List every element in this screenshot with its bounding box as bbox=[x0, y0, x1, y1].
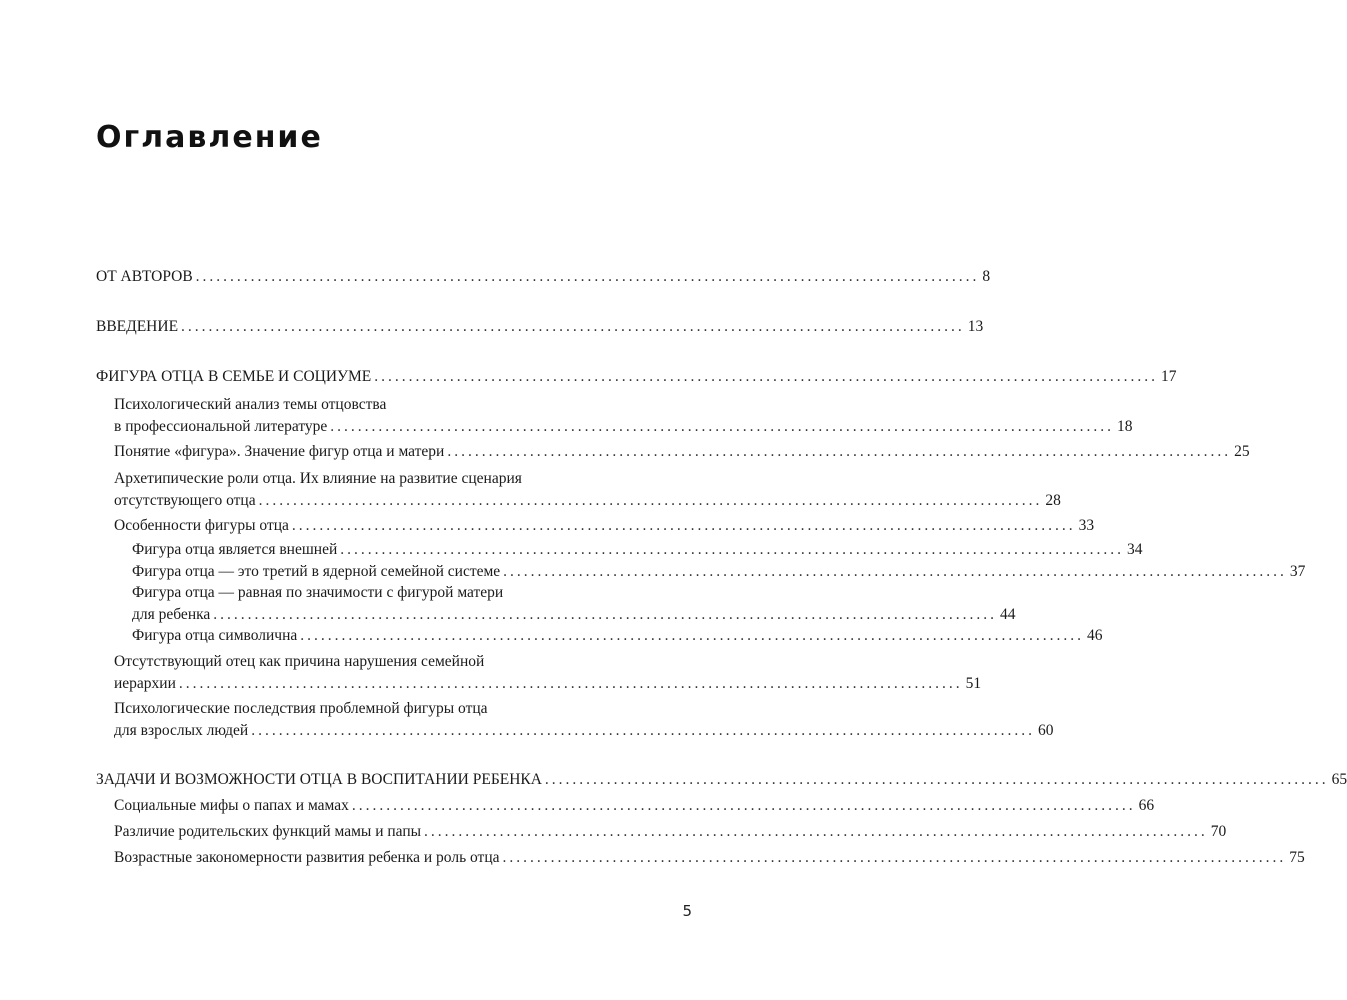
toc-entry-chapter-father-tasks[interactable] bbox=[96, 769, 1347, 791]
toc-entry-title: ВВЕДЕНИЕ bbox=[96, 318, 179, 335]
toc-entry-title: отсутствующего отца bbox=[114, 492, 256, 509]
toc-entry-title: для ребенка bbox=[132, 606, 211, 623]
toc-entry-psychological-analysis[interactable] bbox=[114, 394, 1133, 438]
toc-leader-dots: .................................................................................................................. bbox=[251, 722, 1035, 739]
toc-entry-third-in-system[interactable] bbox=[132, 561, 1306, 583]
toc-entry-page: 13 bbox=[967, 318, 984, 335]
toc-entry-page: 25 bbox=[1234, 443, 1250, 460]
toc-leader-dots: .................................................................................................................. bbox=[340, 541, 1125, 558]
toc-entry-page: 33 bbox=[1078, 517, 1095, 534]
toc-entry-page: 8 bbox=[982, 268, 991, 285]
toc-entry-title-line1: Отсутствующий отец как причина нарушения семейной bbox=[114, 653, 485, 670]
toc-leader-dots: .................................................................................................................. bbox=[351, 797, 1136, 814]
toc-entry-title: Понятие «фигура». Значение фигур отца и матери bbox=[114, 443, 445, 460]
toc-leader-dots: .................................................................................................................. bbox=[503, 563, 1287, 580]
toc-entry-page: 37 bbox=[1289, 563, 1306, 580]
toc-entry-title: Фигура отца — это третий в ядерной семейной системе bbox=[132, 563, 501, 580]
toc-entry-absent-father-hierarchy[interactable] bbox=[114, 651, 982, 695]
toc-entry-page: 28 bbox=[1045, 492, 1061, 509]
toc-entry-title: иерархии bbox=[114, 675, 176, 692]
toc-leader-dots: .................................................................................................................. bbox=[178, 675, 963, 692]
toc-entry-title: Особенности фигуры отца bbox=[114, 517, 289, 534]
toc-entry-introduction[interactable] bbox=[96, 316, 984, 338]
toc-leader-dots: .................................................................................................................. bbox=[544, 771, 1329, 788]
toc-entry-title: Фигура отца является внешней bbox=[132, 541, 338, 558]
toc-entry-page: 44 bbox=[1000, 606, 1016, 623]
toc-entry-archetypal-roles[interactable] bbox=[114, 468, 1061, 512]
toc-entry-page: 46 bbox=[1087, 627, 1103, 644]
toc-entry-psychological-consequences[interactable] bbox=[114, 698, 1054, 742]
toc-entry-title: ФИГУРА ОТЦА В СЕМЬЕ И СОЦИУМЕ bbox=[96, 368, 372, 385]
toc-entry-title: ОТ АВТОРОВ bbox=[96, 268, 193, 285]
toc-entry-concept-figure[interactable] bbox=[114, 441, 1250, 463]
page-number: 5 bbox=[682, 902, 692, 920]
toc-leader-dots: .................................................................................................................. bbox=[330, 418, 1115, 435]
toc-entry-symbolic-figure[interactable] bbox=[132, 625, 1103, 647]
toc-entry-page: 70 bbox=[1210, 823, 1227, 840]
toc-entry-age-patterns[interactable] bbox=[114, 847, 1305, 869]
toc-entry-title: Фигура отца символична bbox=[132, 627, 298, 644]
toc-entry-title-line1: Психологический анализ темы отцовства bbox=[114, 396, 387, 413]
toc-leader-dots: .................................................................................................................. bbox=[374, 368, 1159, 385]
toc-entry-page: 17 bbox=[1161, 368, 1177, 385]
toc-leader-dots: .................................................................................................................. bbox=[291, 517, 1076, 534]
toc-entry-title: Возрастные закономерности развития ребенка и роль отца bbox=[114, 849, 500, 866]
toc-leader-dots: .................................................................................................................. bbox=[213, 606, 998, 623]
toc-entry-social-myths[interactable] bbox=[114, 795, 1155, 817]
toc-leader-dots: .................................................................................................................. bbox=[181, 318, 965, 335]
toc-entry-title: в профессиональной литературе bbox=[114, 418, 328, 435]
toc-entry-title-line1: Архетипические роли отца. Их влияние на развитие сценария bbox=[114, 470, 522, 487]
toc-entry-features-of-father-figure[interactable] bbox=[114, 515, 1095, 537]
toc-entry-title: для взрослых людей bbox=[114, 722, 249, 739]
toc-leader-dots: .................................................................................................................. bbox=[447, 443, 1232, 460]
toc-entry-chapter-father-figure[interactable] bbox=[96, 366, 1177, 388]
toc-entry-from-authors[interactable] bbox=[96, 266, 991, 288]
toc-leader-dots: .................................................................................................................. bbox=[502, 849, 1287, 866]
toc-entry-page: 18 bbox=[1117, 418, 1133, 435]
toc-entry-title-line1: Психологические последствия проблемной фигуры отца bbox=[114, 700, 488, 717]
toc-leader-dots: .................................................................................................................. bbox=[195, 268, 980, 285]
toc-entry-title: Социальные мифы о папах и мамах bbox=[114, 797, 349, 814]
toc-entry-page: 65 bbox=[1331, 771, 1347, 788]
toc-leader-dots: .................................................................................................................. bbox=[424, 823, 1208, 840]
toc-entry-equal-significance[interactable] bbox=[132, 582, 1016, 626]
toc-entry-page: 34 bbox=[1127, 541, 1143, 558]
toc-entry-external-figure[interactable] bbox=[132, 539, 1143, 561]
toc-entry-title: ЗАДАЧИ И ВОЗМОЖНОСТИ ОТЦА В ВОСПИТАНИИ РЕБЕНКА bbox=[96, 771, 542, 788]
page-title: Оглавление bbox=[96, 120, 323, 155]
toc-entry-page: 66 bbox=[1138, 797, 1155, 814]
toc-leader-dots: .................................................................................................................. bbox=[258, 492, 1043, 509]
toc-entry-title: Различие родительских функций мамы и папы bbox=[114, 823, 422, 840]
toc-entry-page: 60 bbox=[1037, 722, 1054, 739]
toc-entry-page: 51 bbox=[965, 675, 982, 692]
toc-entry-page: 75 bbox=[1289, 849, 1305, 866]
toc-entry-parental-functions[interactable] bbox=[114, 821, 1227, 843]
toc-leader-dots: .................................................................................................................. bbox=[300, 627, 1085, 644]
toc-entry-title-line1: Фигура отца — равная по значимости с фигурой матери bbox=[132, 584, 504, 601]
